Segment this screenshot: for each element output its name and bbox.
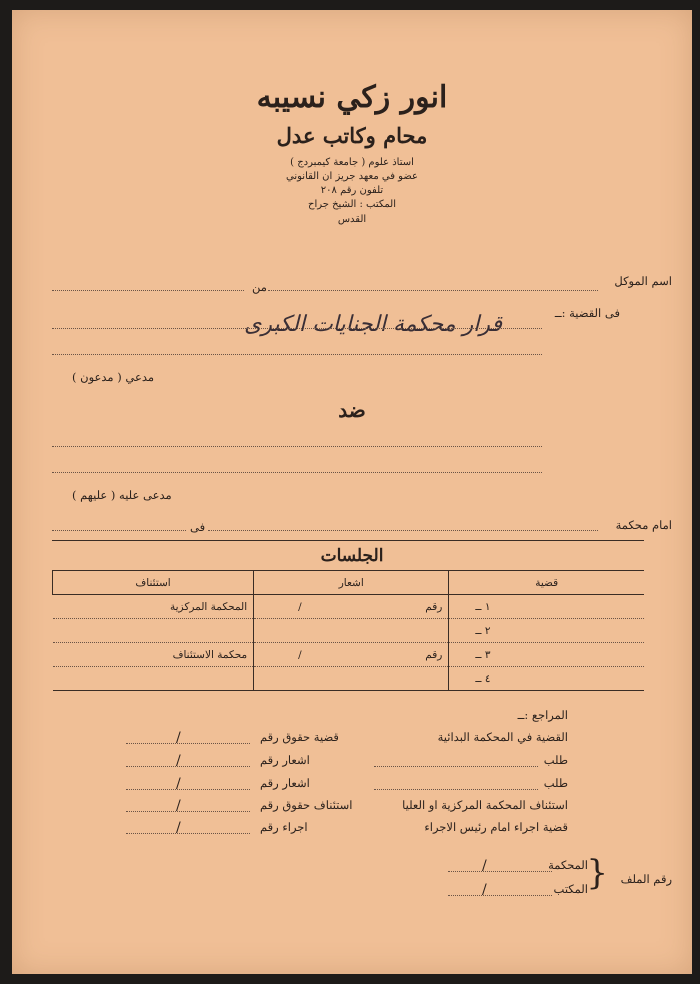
sessions-row-notice[interactable] xyxy=(254,619,449,643)
versus-label: ضد xyxy=(338,398,366,422)
references-title: المراجع :ــ xyxy=(517,708,568,722)
file-court-label: المحكمة xyxy=(548,858,588,872)
file-number-label: رقم الملف xyxy=(620,872,672,886)
case-label: فى القضية :ــ xyxy=(554,306,620,320)
reference-number-label: قضية حقوق رقم xyxy=(260,730,339,744)
letterhead-line: تلفون رقم ٢٠٨ xyxy=(320,185,384,196)
reference-item: استئناف المحكمة المركزية او العليا xyxy=(402,798,568,812)
defendant-line[interactable] xyxy=(52,472,542,473)
sessions-row xyxy=(53,643,645,667)
sessions-row-number: ٤ ــ xyxy=(449,667,644,691)
client-name-field[interactable] xyxy=(268,290,598,291)
slash-divider: / xyxy=(176,798,181,814)
slash-divider: / xyxy=(298,648,302,661)
sessions-row-appeal[interactable]: محكمة الاستئناف xyxy=(53,643,254,667)
reference-item: طلب xyxy=(543,776,568,790)
lawyer-title: محام وكاتب عدل xyxy=(276,123,428,148)
file-office-field[interactable] xyxy=(448,895,552,896)
sessions-row-number: ٣ ــ xyxy=(449,643,644,667)
reference-number-label: اشعار رقم xyxy=(260,753,310,767)
reference-number-label: اشعار رقم xyxy=(260,776,310,790)
notice-number-label: رقم xyxy=(425,648,443,661)
reference-field[interactable] xyxy=(374,766,538,767)
sessions-row xyxy=(53,667,645,691)
slash-divider: / xyxy=(176,776,181,792)
case-line[interactable] xyxy=(52,354,542,355)
sessions-row xyxy=(53,595,645,619)
sessions-row-notice[interactable] xyxy=(254,667,449,691)
brace-icon: { xyxy=(586,853,608,893)
slash-divider: / xyxy=(482,858,487,874)
court-name-field[interactable] xyxy=(208,530,598,531)
sessions-table xyxy=(52,570,644,691)
reference-number-label: اجراء رقم xyxy=(260,820,308,834)
sessions-row-notice[interactable] xyxy=(254,643,449,667)
sessions-row-number: ١ ــ xyxy=(449,595,644,619)
sessions-row-appeal[interactable]: المحكمة المركزية xyxy=(53,595,254,619)
reference-number-label: استئناف حقوق رقم xyxy=(260,798,353,812)
reference-number-field[interactable] xyxy=(126,833,250,834)
court-label: امام محكمة xyxy=(615,518,672,532)
slash-divider: / xyxy=(482,882,487,898)
sessions-header-notice: اشعار xyxy=(254,571,449,595)
reference-number-field[interactable] xyxy=(126,743,250,744)
document-sheet xyxy=(12,10,692,974)
sessions-header-appeal: استئناف xyxy=(53,571,254,595)
reference-number-field[interactable] xyxy=(126,789,250,790)
slash-divider: / xyxy=(176,730,181,746)
case-line[interactable] xyxy=(52,328,542,329)
reference-item: القضية في المحكمة البدائية xyxy=(437,730,568,744)
lawyer-name: انور زكي نسيبه xyxy=(256,80,448,115)
sessions-row-number: ٢ ــ xyxy=(449,619,644,643)
slash-divider: / xyxy=(176,820,181,836)
letterhead-line: المكتب : الشيخ جراح xyxy=(307,199,397,210)
defendant-label: مدعى عليه ( عليهم ) xyxy=(72,488,172,502)
client-from-label: من xyxy=(252,280,267,294)
reference-item: قضية اجراء امام رئيس الاجراء xyxy=(424,820,568,834)
sessions-header-case: قضية xyxy=(449,571,644,595)
slash-divider: / xyxy=(298,600,302,613)
file-court-field[interactable] xyxy=(448,871,552,872)
sessions-top-rule xyxy=(52,540,644,541)
notice-number-label: رقم xyxy=(425,600,443,613)
letterhead-line: القدس xyxy=(337,214,367,225)
file-office-label: المكتب xyxy=(553,882,588,896)
case-handwritten-text: قرار محكمة الجنايات الكبرى xyxy=(244,312,502,337)
court-in-label: فى xyxy=(190,520,206,534)
court-location-field[interactable] xyxy=(52,530,186,531)
sessions-row xyxy=(53,619,645,643)
reference-number-field[interactable] xyxy=(126,811,250,812)
reference-item: طلب xyxy=(543,753,568,767)
client-label: اسم الموكل xyxy=(614,274,672,288)
defendant-line[interactable] xyxy=(52,446,542,447)
reference-number-field[interactable] xyxy=(126,766,250,767)
slash-divider: / xyxy=(176,753,181,769)
letterhead-line: عضو في معهد جريز ان القانوني xyxy=(286,171,418,182)
sessions-row-appeal[interactable] xyxy=(53,619,254,643)
sessions-row-notice[interactable] xyxy=(254,595,449,619)
client-from-field[interactable] xyxy=(52,290,244,291)
sessions-title: الجلسات xyxy=(320,546,384,566)
plaintiff-label: مدعي ( مدعون ) xyxy=(72,370,155,384)
letterhead-line: استاذ علوم ( جامعة كيمبردج ) xyxy=(290,157,414,168)
sessions-row-appeal[interactable] xyxy=(53,667,254,691)
reference-field[interactable] xyxy=(374,789,538,790)
